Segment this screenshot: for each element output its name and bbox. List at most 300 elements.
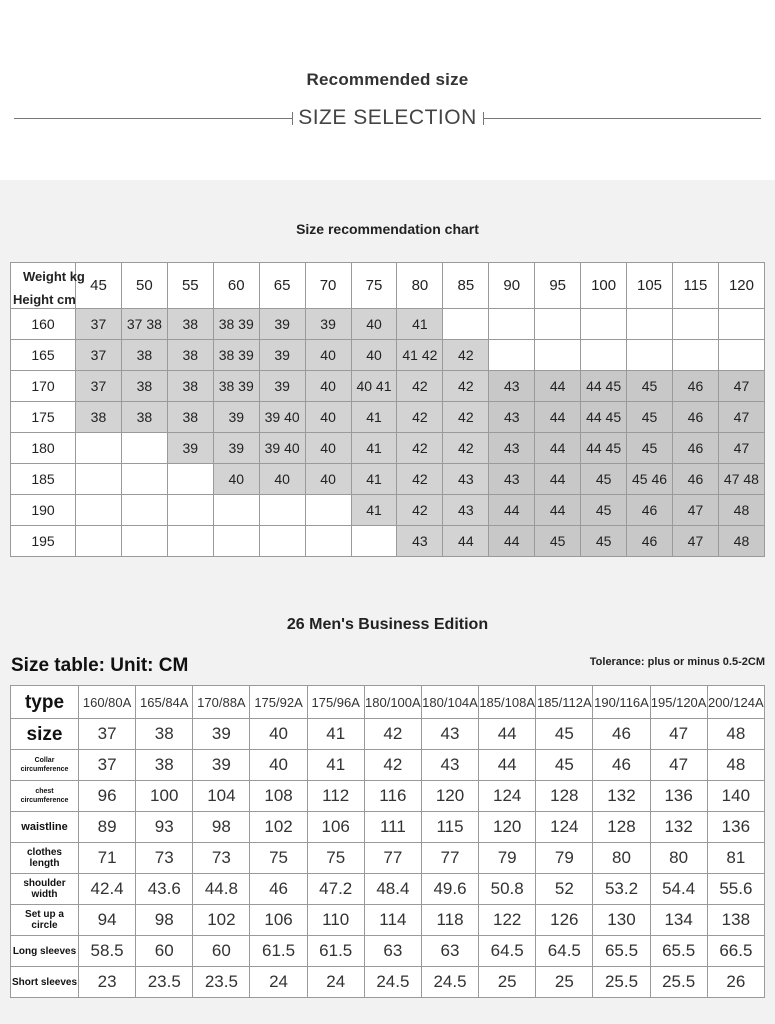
size-cell: 43 [489, 371, 535, 402]
measurement-value: 45 [536, 750, 593, 781]
size-cell: 44 45 [581, 402, 627, 433]
measurement-label: Short sleeves [11, 967, 79, 998]
measurement-row [11, 936, 765, 967]
size-cell: 40 [305, 433, 351, 464]
measurement-value: 23 [79, 967, 136, 998]
weight-header-cell: 60 [213, 263, 259, 309]
header-section [0, 0, 775, 180]
measurement-value: 112 [307, 781, 364, 812]
measurement-value: 61.5 [307, 936, 364, 967]
measurement-label: Set up a circle [11, 905, 79, 936]
height-cell: 165 [11, 340, 76, 371]
size-cell [76, 433, 122, 464]
size-cell: 38 39 [213, 371, 259, 402]
size-cell [213, 526, 259, 557]
size-cell [351, 526, 397, 557]
measurement-value: 46 [593, 719, 650, 750]
type-cell: 190/116A [593, 686, 650, 719]
size-cell: 46 [627, 526, 673, 557]
measurement-value: 38 [136, 750, 193, 781]
size-cell [259, 526, 305, 557]
weight-header-cell: 105 [627, 263, 673, 309]
measurement-value: 42 [364, 719, 421, 750]
measurement-value: 42.4 [79, 874, 136, 905]
measurement-value: 64.5 [536, 936, 593, 967]
measurement-value: 75 [307, 843, 364, 874]
header-subtitle: Recommended size [306, 70, 469, 89]
measurement-value: 89 [79, 812, 136, 843]
size-cell: 42 [397, 495, 443, 526]
measurement-label: chest circumference [11, 781, 79, 812]
size-cell: 42 [397, 464, 443, 495]
type-cell: 180/100A [364, 686, 421, 719]
size-cell [443, 309, 489, 340]
measurement-value: 136 [650, 781, 707, 812]
measurement-value: 104 [193, 781, 250, 812]
size-cell: 37 38 [121, 309, 167, 340]
measurement-value: 108 [250, 781, 307, 812]
size-cell: 44 [489, 526, 535, 557]
measurement-label: Long sleeves [11, 936, 79, 967]
measurement-label: clothes length [11, 843, 79, 874]
size-cell: 48 [718, 526, 764, 557]
size-cell: 39 [213, 402, 259, 433]
size-cell: 40 [351, 309, 397, 340]
measurement-value: 43 [421, 719, 478, 750]
measurement-value: 39 [193, 750, 250, 781]
weight-header-cell: 120 [718, 263, 764, 309]
measurement-value: 77 [421, 843, 478, 874]
size-cell [581, 309, 627, 340]
type-cell: 160/80A [79, 686, 136, 719]
size-cell: 45 [627, 402, 673, 433]
size-cell: 40 [305, 371, 351, 402]
measurement-value: 25.5 [593, 967, 650, 998]
size-cell: 42 [397, 433, 443, 464]
size-cell: 40 [305, 340, 351, 371]
measurement-value: 140 [707, 781, 764, 812]
size-cell: 42 [397, 402, 443, 433]
measurement-value: 48 [707, 750, 764, 781]
size-cell: 43 [489, 464, 535, 495]
size-cell [718, 309, 764, 340]
weight-header-cell: 45 [76, 263, 122, 309]
size-cell: 39 [259, 340, 305, 371]
size-cell: 41 [351, 495, 397, 526]
tolerance-note: Tolerance: plus or minus 0.5-2CM [589, 656, 765, 668]
measurement-row [11, 874, 765, 905]
measurement-value: 50.8 [479, 874, 536, 905]
height-cell: 190 [11, 495, 76, 526]
size-cell: 48 [718, 495, 764, 526]
measurement-value: 111 [364, 812, 421, 843]
size-cell: 46 [672, 371, 718, 402]
size-cell: 45 46 [627, 464, 673, 495]
size-cell: 40 [305, 402, 351, 433]
size-cell [305, 526, 351, 557]
measurement-value: 44 [479, 719, 536, 750]
measurement-value: 47 [650, 750, 707, 781]
weight-header-cell: 65 [259, 263, 305, 309]
measurement-row [11, 967, 765, 998]
weight-header-cell: 50 [121, 263, 167, 309]
measurement-value: 106 [250, 905, 307, 936]
size-cell [259, 495, 305, 526]
size-cell [627, 340, 673, 371]
size-table-unit-label: Size table: Unit: CM [11, 655, 189, 676]
measurement-value: 130 [593, 905, 650, 936]
size-cell: 42 [397, 371, 443, 402]
size-cell [121, 464, 167, 495]
height-cell: 160 [11, 309, 76, 340]
measurement-value: 44 [479, 750, 536, 781]
measurement-row [11, 843, 765, 874]
size-cell: 47 [718, 371, 764, 402]
size-cell [76, 464, 122, 495]
measurement-value: 63 [364, 936, 421, 967]
measurement-value: 120 [421, 781, 478, 812]
height-cell: 180 [11, 433, 76, 464]
measurement-value: 75 [250, 843, 307, 874]
measurement-value: 43 [421, 750, 478, 781]
height-row [11, 464, 765, 495]
measurement-value: 102 [250, 812, 307, 843]
size-cell: 46 [672, 433, 718, 464]
height-axis-label: Height cm [13, 292, 76, 307]
measurement-value: 100 [136, 781, 193, 812]
size-cell: 42 [443, 340, 489, 371]
size-cell [167, 495, 213, 526]
type-cell: 185/112A [536, 686, 593, 719]
size-cell: 44 [443, 526, 489, 557]
measurement-value: 96 [79, 781, 136, 812]
size-cell: 38 39 [213, 340, 259, 371]
measurement-value: 39 [193, 719, 250, 750]
size-cell: 41 [351, 433, 397, 464]
size-cell: 44 [535, 371, 581, 402]
size-cell [167, 526, 213, 557]
size-cell: 47 48 [718, 464, 764, 495]
size-cell: 41 [351, 464, 397, 495]
size-cell: 39 [167, 433, 213, 464]
type-label: type [11, 686, 79, 719]
size-cell [535, 340, 581, 371]
size-cell [535, 309, 581, 340]
size-cell: 39 [213, 433, 259, 464]
measurement-value: 118 [421, 905, 478, 936]
size-cell: 44 [535, 402, 581, 433]
measurement-value: 138 [707, 905, 764, 936]
size-cell: 46 [627, 495, 673, 526]
measurement-value: 23.5 [136, 967, 193, 998]
measurement-label: size [11, 719, 79, 750]
size-cell: 41 [397, 309, 443, 340]
size-cell [121, 433, 167, 464]
measurement-value: 25.5 [650, 967, 707, 998]
measurement-value: 80 [593, 843, 650, 874]
measurement-value: 116 [364, 781, 421, 812]
size-cell: 43 [443, 464, 489, 495]
measurement-value: 79 [536, 843, 593, 874]
weight-header-cell: 80 [397, 263, 443, 309]
size-cell: 40 [259, 464, 305, 495]
measurement-value: 126 [536, 905, 593, 936]
height-row [11, 371, 765, 402]
height-row [11, 340, 765, 371]
type-cell: 180/104A [421, 686, 478, 719]
measurement-value: 61.5 [250, 936, 307, 967]
measurement-value: 44.8 [193, 874, 250, 905]
height-cell: 175 [11, 402, 76, 433]
height-cell: 170 [11, 371, 76, 402]
measurement-row [11, 750, 765, 781]
measurement-value: 98 [136, 905, 193, 936]
measurement-value: 94 [79, 905, 136, 936]
size-cell [305, 495, 351, 526]
size-cell: 38 [121, 402, 167, 433]
measurement-value: 77 [364, 843, 421, 874]
height-row [11, 309, 765, 340]
size-cell: 43 [443, 495, 489, 526]
measurement-row [11, 905, 765, 936]
measurement-value: 55.6 [707, 874, 764, 905]
measurement-value: 58.5 [79, 936, 136, 967]
measurement-value: 52 [536, 874, 593, 905]
measurement-value: 106 [307, 812, 364, 843]
size-cell: 46 [672, 402, 718, 433]
measurement-value: 24 [250, 967, 307, 998]
size-measurement-table [10, 685, 765, 998]
measurement-value: 25 [479, 967, 536, 998]
size-cell [76, 526, 122, 557]
measurement-value: 81 [707, 843, 764, 874]
weight-axis-label: Weight kg [23, 269, 85, 284]
size-cell: 47 [672, 495, 718, 526]
size-cell: 44 [535, 495, 581, 526]
size-cell [489, 309, 535, 340]
size-cell: 38 [167, 371, 213, 402]
measurement-value: 110 [307, 905, 364, 936]
size-cell: 44 45 [581, 433, 627, 464]
measurement-value: 45 [536, 719, 593, 750]
size-cell: 43 [397, 526, 443, 557]
measurement-value: 60 [193, 936, 250, 967]
size-cell: 47 [718, 433, 764, 464]
type-cell: 165/84A [136, 686, 193, 719]
measurement-value: 114 [364, 905, 421, 936]
size-cell: 43 [489, 402, 535, 433]
size-cell [672, 309, 718, 340]
size-cell: 42 [443, 402, 489, 433]
size-cell: 47 [718, 402, 764, 433]
measurement-value: 63 [421, 936, 478, 967]
height-row [11, 433, 765, 464]
size-cell: 41 [351, 402, 397, 433]
measurement-value: 136 [707, 812, 764, 843]
size-cell: 44 [489, 495, 535, 526]
measurement-row [11, 719, 765, 750]
size-cell [76, 495, 122, 526]
size-cell: 45 [627, 371, 673, 402]
measurement-value: 38 [136, 719, 193, 750]
weight-header-cell: 95 [535, 263, 581, 309]
size-cell [121, 526, 167, 557]
size-cell: 38 [167, 309, 213, 340]
size-cell [672, 340, 718, 371]
measurement-value: 41 [307, 719, 364, 750]
measurement-value: 40 [250, 719, 307, 750]
size-cell: 47 [672, 526, 718, 557]
measurement-value: 47.2 [307, 874, 364, 905]
size-cell: 42 [443, 433, 489, 464]
size-cell: 37 [76, 340, 122, 371]
size-cell [489, 340, 535, 371]
height-row [11, 495, 765, 526]
size-cell: 41 42 [397, 340, 443, 371]
size-cell: 44 [535, 433, 581, 464]
size-cell: 38 [121, 340, 167, 371]
size-cell: 45 [581, 526, 627, 557]
weight-header-cell: 115 [672, 263, 718, 309]
size-cell: 40 [351, 340, 397, 371]
measurement-value: 48.4 [364, 874, 421, 905]
measurement-value: 26 [707, 967, 764, 998]
measurement-value: 48 [707, 719, 764, 750]
size-cell: 39 [259, 309, 305, 340]
type-cell: 195/120A [650, 686, 707, 719]
size-cell: 45 [581, 495, 627, 526]
measurement-value: 37 [79, 719, 136, 750]
measurement-value: 115 [421, 812, 478, 843]
measurement-label: waistline [11, 812, 79, 843]
measurement-value: 40 [250, 750, 307, 781]
size-recommendation-table [10, 262, 765, 557]
weight-header-cell: 75 [351, 263, 397, 309]
size-cell [718, 340, 764, 371]
size-cell: 46 [672, 464, 718, 495]
size-cell: 42 [443, 371, 489, 402]
measurement-value: 132 [593, 781, 650, 812]
measurement-value: 79 [479, 843, 536, 874]
height-cell: 185 [11, 464, 76, 495]
size-cell: 40 41 [351, 371, 397, 402]
measurement-value: 80 [650, 843, 707, 874]
size-cell: 38 [167, 340, 213, 371]
size-cell: 38 39 [213, 309, 259, 340]
size-cell: 38 [121, 371, 167, 402]
header-title: SIZE SELECTION [298, 106, 477, 129]
type-header-row [11, 686, 765, 719]
weight-height-corner [11, 263, 85, 309]
measurement-value: 124 [479, 781, 536, 812]
measurement-value: 73 [193, 843, 250, 874]
size-cell: 38 [167, 402, 213, 433]
measurement-value: 23.5 [193, 967, 250, 998]
size-cell: 45 [581, 464, 627, 495]
measurement-value: 37 [79, 750, 136, 781]
type-cell: 185/108A [479, 686, 536, 719]
measurement-value: 42 [364, 750, 421, 781]
height-row [11, 402, 765, 433]
measurement-value: 24 [307, 967, 364, 998]
header-right-line [483, 118, 761, 119]
size-cell [627, 309, 673, 340]
measurement-value: 93 [136, 812, 193, 843]
size-cell: 40 [305, 464, 351, 495]
measurement-value: 25 [536, 967, 593, 998]
measurement-value: 53.2 [593, 874, 650, 905]
recommendation-caption: Size recommendation chart [296, 221, 479, 237]
size-cell: 37 [76, 371, 122, 402]
measurement-row [11, 812, 765, 843]
height-row [11, 526, 765, 557]
weight-header-cell: 55 [167, 263, 213, 309]
size-cell: 39 [259, 371, 305, 402]
measurement-value: 24.5 [421, 967, 478, 998]
measurement-value: 98 [193, 812, 250, 843]
measurement-value: 128 [536, 781, 593, 812]
size-cell: 45 [535, 526, 581, 557]
measurement-value: 128 [593, 812, 650, 843]
measurement-value: 41 [307, 750, 364, 781]
measurement-value: 60 [136, 936, 193, 967]
measurement-value: 46 [250, 874, 307, 905]
measurement-value: 54.4 [650, 874, 707, 905]
size-cell: 43 [489, 433, 535, 464]
weight-header-cell: 70 [305, 263, 351, 309]
size-cell: 37 [76, 309, 122, 340]
measurement-value: 134 [650, 905, 707, 936]
height-cell: 195 [11, 526, 76, 557]
size-cell [121, 495, 167, 526]
size-cell: 38 [76, 402, 122, 433]
measurement-value: 65.5 [593, 936, 650, 967]
size-cell [581, 340, 627, 371]
size-cell: 39 40 [259, 433, 305, 464]
measurement-value: 66.5 [707, 936, 764, 967]
measurement-value: 132 [650, 812, 707, 843]
size-cell: 44 45 [581, 371, 627, 402]
type-cell: 175/92A [250, 686, 307, 719]
measurement-value: 120 [479, 812, 536, 843]
weight-header-row [11, 263, 765, 309]
size-cell: 39 [305, 309, 351, 340]
size-cell: 44 [535, 464, 581, 495]
size-cell: 40 [213, 464, 259, 495]
measurement-label: shoulder width [11, 874, 79, 905]
size-cell: 39 40 [259, 402, 305, 433]
measurement-value: 47 [650, 719, 707, 750]
size-cell: 45 [627, 433, 673, 464]
measurement-value: 49.6 [421, 874, 478, 905]
type-cell: 200/124A [707, 686, 764, 719]
size-table-caption: 26 Men's Business Edition [286, 616, 489, 633]
measurement-value: 46 [593, 750, 650, 781]
type-cell: 175/96A [307, 686, 364, 719]
measurement-value: 122 [479, 905, 536, 936]
measurement-value: 65.5 [650, 936, 707, 967]
weight-header-cell: 85 [443, 263, 489, 309]
measurement-value: 124 [536, 812, 593, 843]
size-cell [167, 464, 213, 495]
measurement-value: 43.6 [136, 874, 193, 905]
measurement-value: 102 [193, 905, 250, 936]
measurement-value: 73 [136, 843, 193, 874]
measurement-row [11, 781, 765, 812]
measurement-label: Collar circumference [11, 750, 79, 781]
weight-header-cell: 90 [489, 263, 535, 309]
size-cell [213, 495, 259, 526]
